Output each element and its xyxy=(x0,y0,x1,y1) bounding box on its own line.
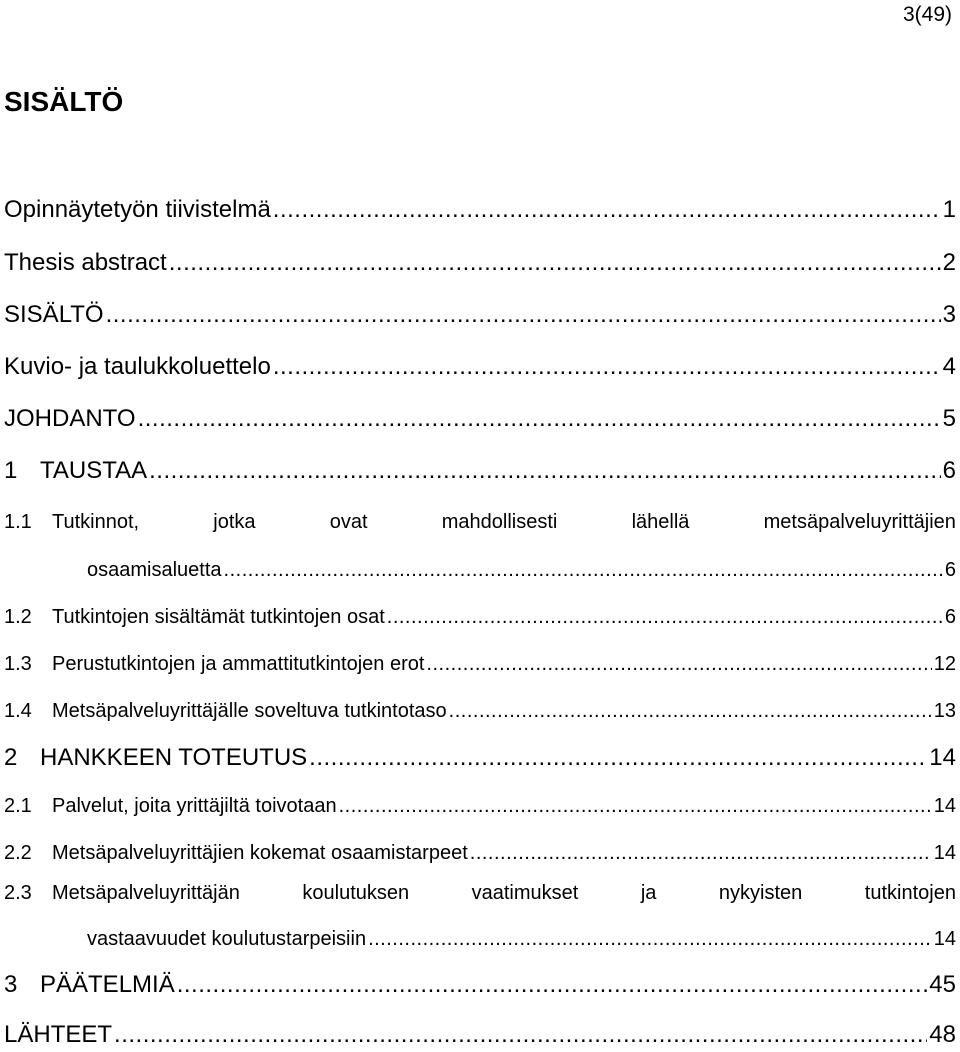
toc-entry-number: 1 xyxy=(4,457,18,484)
toc-word: vaatimukset xyxy=(471,882,579,904)
toc-entry[interactable] xyxy=(4,971,956,999)
toc-word: Tutkinnot, xyxy=(52,511,140,533)
toc-word: Metsäpalveluyrittäjän xyxy=(52,882,240,904)
dot-leader xyxy=(426,653,931,676)
dot-leader xyxy=(177,971,928,999)
toc-entry-page: 6 xyxy=(944,606,956,628)
toc-entry-title: Metsäpalveluyrittäjien kokemat osaamistarpeet xyxy=(52,842,468,864)
toc-entry[interactable] xyxy=(4,653,956,676)
toc-entry-title: Kuvio- ja taulukkoluettelo xyxy=(4,353,271,380)
dot-leader xyxy=(114,1021,927,1049)
dot-leader xyxy=(273,196,941,224)
toc-entry-title: JOHDANTO xyxy=(4,405,136,432)
toc-entry-number: 2.3 xyxy=(4,882,32,904)
toc-word: ovat xyxy=(329,511,368,533)
toc-entry-number: 1.3 xyxy=(4,653,32,675)
toc-entry-number: 3 xyxy=(4,971,18,998)
toc-entry-title: Tutkintojen sisältämät tutkintojen osat xyxy=(52,606,385,628)
page-title: SISÄLTÖ xyxy=(4,86,124,117)
toc-entry[interactable] xyxy=(4,795,956,818)
toc-entry-title: TAUSTAA xyxy=(40,457,148,484)
toc-entry-number: 2.1 xyxy=(4,795,32,817)
dot-leader xyxy=(470,842,932,865)
toc-entry[interactable] xyxy=(4,457,956,485)
toc-word: mahdollisesti xyxy=(441,511,558,533)
toc-word: jotka xyxy=(213,511,256,533)
toc-entry-title: SISÄLTÖ xyxy=(4,301,104,328)
toc-entry[interactable] xyxy=(4,301,956,329)
dot-leader xyxy=(309,744,927,772)
toc-entry-title: Metsäpalveluyrittäjälle soveltuva tutkintotaso xyxy=(52,700,447,722)
dot-leader xyxy=(387,606,943,629)
toc-entry[interactable] xyxy=(4,606,956,629)
toc-entry-number: 1.4 xyxy=(4,700,32,722)
dot-leader xyxy=(368,928,932,951)
toc-entry-page: 14 xyxy=(933,928,956,950)
toc-entry-number: 2 xyxy=(4,744,18,771)
toc-word: koulutuksen xyxy=(302,882,410,904)
toc-entry-line1[interactable] xyxy=(4,511,956,534)
toc-entry-page: 6 xyxy=(944,559,956,581)
toc-entry[interactable] xyxy=(4,700,956,723)
toc-word: tutkintojen xyxy=(864,882,956,904)
toc-entry-page: 14 xyxy=(929,744,956,771)
toc-entry-page: 14 xyxy=(933,842,956,864)
dot-leader xyxy=(149,457,941,485)
toc-entry-title: HANKKEEN TOTEUTUS xyxy=(40,744,308,771)
toc-entry-title: Thesis abstract xyxy=(4,249,167,276)
toc-entry-number: 1.2 xyxy=(4,606,32,628)
toc-word: ja xyxy=(640,882,657,904)
dot-leader xyxy=(138,405,941,433)
toc-entry[interactable] xyxy=(4,249,956,277)
toc-entry[interactable] xyxy=(4,196,956,224)
toc-entry-title: osaamisaluetta xyxy=(87,559,222,581)
toc-entry-page: 3 xyxy=(942,301,956,328)
toc-entry[interactable] xyxy=(4,1021,956,1049)
dot-leader xyxy=(273,353,941,381)
dot-leader xyxy=(106,301,941,329)
toc-entry-page: 5 xyxy=(942,405,956,432)
toc-entry-title: PÄÄTELMIÄ xyxy=(40,971,175,998)
toc-entry-title: vastaavuudet koulutustarpeisiin xyxy=(87,928,367,950)
toc-word: metsäpalveluyrittäjien xyxy=(763,511,956,533)
toc-entry[interactable] xyxy=(4,842,956,865)
toc-entry-title: LÄHTEET xyxy=(4,1021,113,1048)
toc-entry-title: Palvelut, joita yrittäjiltä toivotaan xyxy=(52,795,337,817)
toc-entry[interactable] xyxy=(4,405,956,433)
toc-entry-title: Perustutkintojen ja ammattitutkintojen erot xyxy=(52,653,425,675)
toc-entry[interactable] xyxy=(87,928,956,951)
toc-entry[interactable] xyxy=(4,744,956,772)
toc-word: nykyisten xyxy=(718,882,803,904)
toc-word: lähellä xyxy=(631,511,690,533)
toc-entry-page: 4 xyxy=(942,353,956,380)
toc-entry-page: 45 xyxy=(929,971,956,998)
dot-leader xyxy=(169,249,941,277)
dot-leader xyxy=(449,700,932,723)
toc-entry[interactable] xyxy=(4,353,956,381)
toc-entry-number: 2.2 xyxy=(4,842,32,864)
dot-leader xyxy=(339,795,932,818)
toc-entry-page: 48 xyxy=(929,1021,956,1048)
toc-entry-page: 14 xyxy=(933,795,956,817)
toc-entry-number: 1.1 xyxy=(4,511,32,533)
toc-entry-page: 12 xyxy=(933,653,956,675)
toc-entry-page: 6 xyxy=(942,457,956,484)
toc-entry-line1[interactable] xyxy=(4,882,956,905)
toc-entry-page: 1 xyxy=(942,196,956,223)
toc-entry-page: 13 xyxy=(933,700,956,722)
toc-entry-page: 2 xyxy=(942,249,956,276)
dot-leader xyxy=(224,559,943,582)
toc-entry-title: Opinnäytetyön tiivistelmä xyxy=(4,196,271,223)
page-number: 3(49) xyxy=(902,3,952,26)
toc-entry[interactable] xyxy=(87,559,956,582)
